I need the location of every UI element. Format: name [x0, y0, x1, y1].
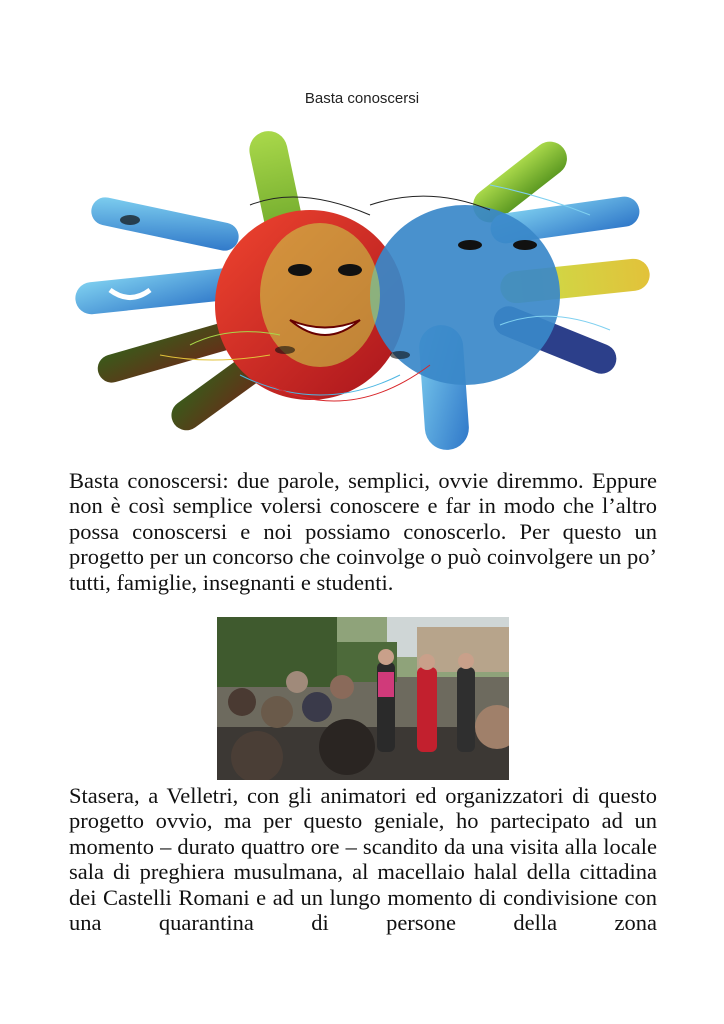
hands-collage-illustration [70, 125, 660, 455]
running-title: Basta conoscersi [304, 90, 420, 107]
right-hand [370, 135, 651, 452]
paragraph-2: Stasera, a Velletri, con gli animatori ed organizzatori di questo progetto ovvio, ma per questo geniale, ho partecipato ad un momento – durato quattro ore – scandito da una visita alla locale sala di preghiera musulmana, al macellaio halal della cittadina dei Castelli Romani e ad un lungo momento di condivisione con una quarantina di persone della zona [69, 783, 657, 936]
group-meeting-photo [217, 617, 509, 780]
paragraph-1: Basta conoscersi: due parole, semplici, ovvie diremmo. Eppure non è così semplice volersi conoscere e far in modo che l’altro possa conoscersi e noi possiamo conoscerlo. Per questo un progetto per un concorso che coinvolge o può coinvolgere un po’ tutti, famiglie, insegnanti e studenti. [69, 468, 657, 595]
